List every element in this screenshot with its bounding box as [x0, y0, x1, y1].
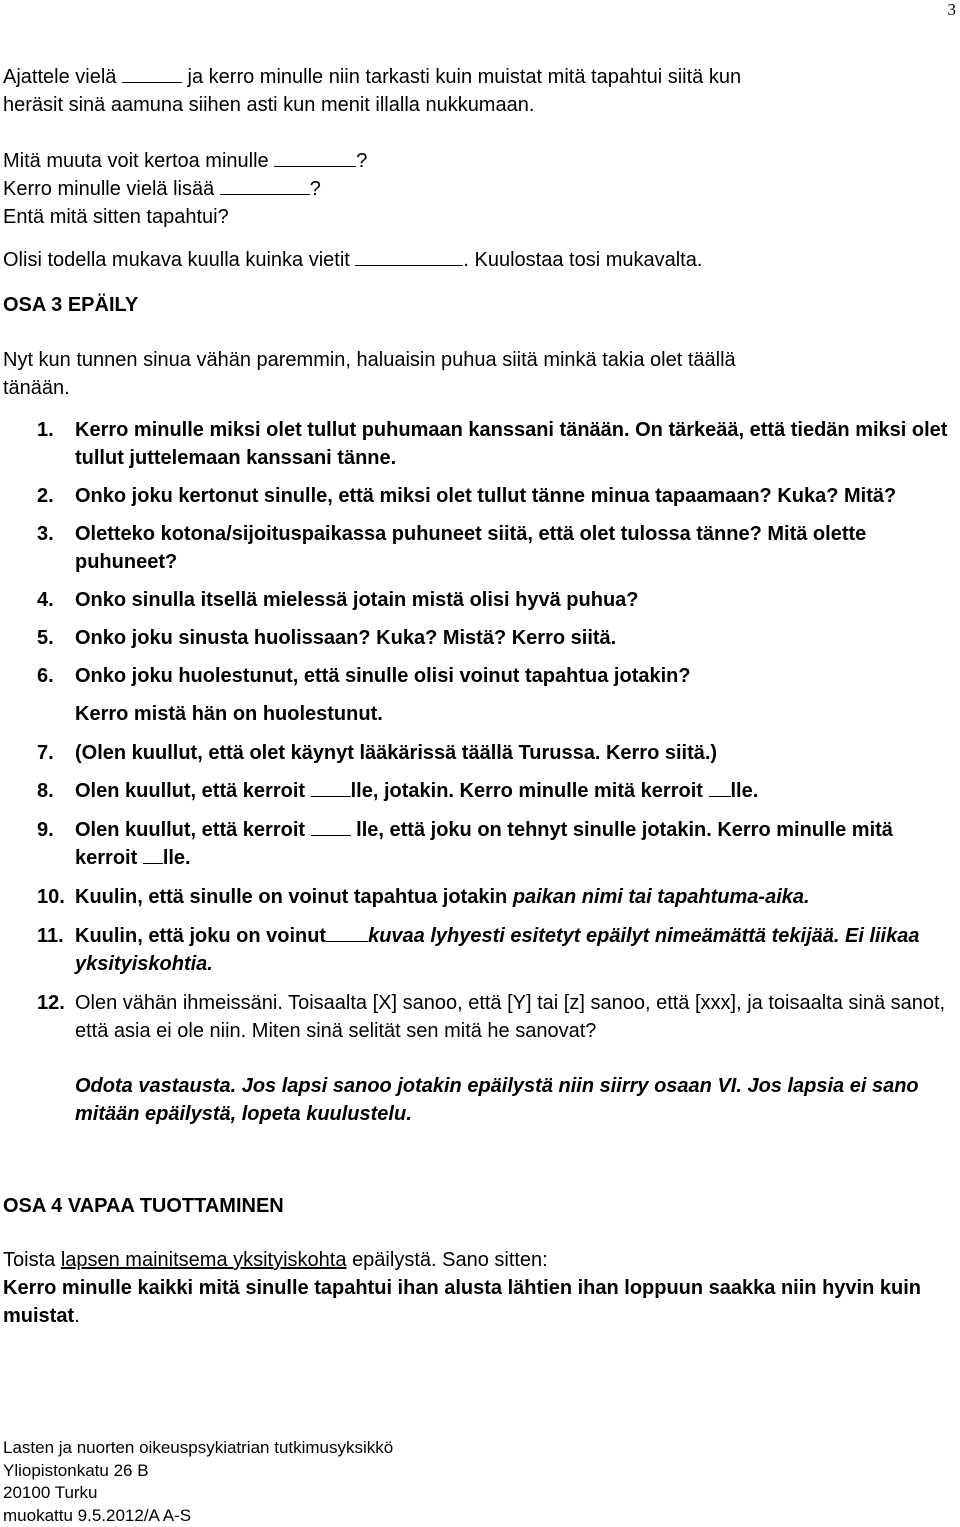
question-text: Onko joku sinusta huolissaan? Kuka? Mistä? Kerro siitä.	[75, 627, 616, 649]
question-number: 11.	[37, 922, 64, 950]
question-item	[3, 922, 953, 978]
blank-line	[311, 778, 351, 797]
section-3-intro	[3, 346, 953, 402]
wait-instruction: Odota vastausta. Jos lapsi sanoo jotakin epäilystä niin siirry osaan VI. Jos lapsia ei sano mitään epäilystä, lopeta kuulustelu.	[3, 1072, 953, 1128]
question-item	[3, 520, 953, 576]
section-4-heading: OSA 4 VAPAA TUOTTAMINEN	[3, 1192, 953, 1220]
question-mark: ?	[356, 150, 367, 172]
free-recall-prompt: Kerro minulle kaikki mitä sinulle tapahtui ihan alusta lähtien ihan loppuun saakka niin hyvin kuin muistat	[3, 1277, 921, 1327]
question-text: Olen kuullut, että kerroit	[75, 819, 305, 841]
question-text: lle, että joku on tehnyt sinulle jotakin. Kerro minulle mitä kerroit	[75, 819, 893, 869]
question-item	[3, 662, 953, 728]
question-number: 4.	[37, 586, 54, 614]
footer-line: 20100 Turku	[3, 1482, 393, 1505]
question-list	[3, 416, 953, 1045]
blank-line	[326, 923, 368, 942]
blank-line	[709, 778, 731, 797]
section-4-text: Toista	[3, 1249, 55, 1271]
question-text: (Olen kuullut, että olet käynyt lääkärissä täällä Turussa. Kerro siitä.)	[75, 742, 717, 764]
question-item	[3, 586, 953, 614]
section-4-instruction	[3, 1246, 953, 1330]
question-item	[3, 416, 953, 472]
section-4-text: epäilystä. Sano sitten:	[352, 1249, 548, 1271]
blank-line	[274, 148, 356, 167]
question-number: 7.	[37, 739, 54, 767]
question-number: 9.	[37, 816, 54, 844]
page-footer	[3, 1437, 393, 1527]
question-text: Olen vähän ihmeissäni. Toisaalta [X] sanoo, että [Y] tai [z] sanoo, että [xxx], ja toisaalta sinä sanot, että asia ei ole niin. Miten sinä selität sen mitä he sanovat?	[75, 992, 945, 1042]
question-item	[3, 989, 953, 1045]
footer-line: muokattu 9.5.2012/A A-S	[3, 1505, 393, 1527]
document-body	[3, 63, 953, 1330]
blank-line	[355, 247, 463, 266]
question-number: 6.	[37, 662, 54, 690]
question-item	[3, 739, 953, 767]
question-mark: ?	[310, 178, 321, 200]
question-text: Onko sinulla itsellä mielessä jotain mistä olisi hyvä puhua?	[75, 589, 639, 611]
question-text: lle, jotakin. Kerro minulle mitä kerroit	[351, 780, 703, 802]
blank-line	[143, 845, 163, 864]
intro-text: . Kuulostaa tosi mukavalta.	[463, 249, 702, 271]
question-text: Oletteko kotona/sijoituspaikassa puhuneet siitä, että olet tulossa tänne? Mitä olette puhuneet?	[75, 523, 866, 573]
question-item	[3, 816, 953, 872]
question-number: 12.	[37, 989, 65, 1017]
question-text: Kerro minulle miksi olet tullut puhumaan kanssani tänään. On tärkeää, että tiedän miksi olet tullut juttelemaan kanssani tänne.	[75, 419, 947, 469]
question-text: Kuulin, että sinulle on voinut tapahtua jotakin	[75, 886, 507, 908]
detail-placeholder: lapsen mainitsema yksityiskohta	[61, 1249, 347, 1271]
question-item	[3, 777, 953, 805]
question-text: Olen kuullut, että kerroit	[75, 780, 305, 802]
section-4-text: .	[74, 1305, 80, 1327]
intro-paragraph-1	[3, 63, 953, 119]
intro-text: Mitä muuta voit kertoa minulle	[3, 150, 269, 172]
intro-text: ja kerro minulle niin tarkasti kuin muistat mitä tapahtui siitä kun	[188, 66, 742, 88]
question-text: Onko joku huolestunut, että sinulle olisi voinut tapahtua jotakin?	[75, 665, 691, 687]
question-number: 10.	[37, 883, 65, 911]
intro-text: Entä mitä sitten tapahtui?	[3, 206, 229, 228]
page-number: 3	[948, 0, 957, 20]
question-text: Kuulin, että joku on voinut	[75, 925, 326, 947]
question-item	[3, 624, 953, 652]
section-3-intro-line: Nyt kun tunnen sinua vähän paremmin, haluaisin puhua siitä minkä takia olet täällä	[3, 349, 736, 371]
question-text: lle.	[731, 780, 759, 802]
intro-text: heräsit sinä aamuna siihen asti kun menit illalla nukkumaan.	[3, 94, 534, 116]
question-text: lle.	[163, 847, 191, 869]
blank-line	[311, 817, 351, 836]
footer-line: Lasten ja nuorten oikeuspsykiatrian tutkimusyksikkö	[3, 1437, 393, 1460]
question-text: Onko joku kertonut sinulle, että miksi olet tullut tänne minua tapaamaan? Kuka? Mitä?	[75, 485, 896, 507]
question-number: 8.	[37, 777, 54, 805]
section-3-intro-line: tänään.	[3, 377, 70, 399]
question-text-italic: paikan nimi tai tapahtuma-aika.	[513, 886, 810, 908]
question-number: 5.	[37, 624, 54, 652]
intro-text: Olisi todella mukava kuulla kuinka vietit	[3, 249, 350, 271]
question-followup: Kerro mistä hän on huolestunut.	[75, 700, 383, 728]
question-text-italic: kuvaa lyhyesti esitetyt epäilyt nimeämättä tekijää. Ei liikaa yksityiskohtia.	[75, 925, 919, 975]
question-number: 2.	[37, 482, 54, 510]
intro-paragraph-3	[3, 246, 953, 274]
question-item	[3, 482, 953, 510]
question-number: 1.	[37, 416, 54, 444]
intro-text: Kerro minulle vielä lisää	[3, 178, 214, 200]
intro-paragraph-2	[3, 147, 953, 231]
blank-line	[122, 64, 182, 83]
footer-line: Yliopistonkatu 26 B	[3, 1460, 393, 1483]
section-3-heading: OSA 3 EPÄILY	[3, 291, 953, 319]
intro-text: Ajattele vielä	[3, 66, 116, 88]
question-item	[3, 883, 953, 911]
question-number: 3.	[37, 520, 54, 548]
blank-line	[220, 176, 310, 195]
